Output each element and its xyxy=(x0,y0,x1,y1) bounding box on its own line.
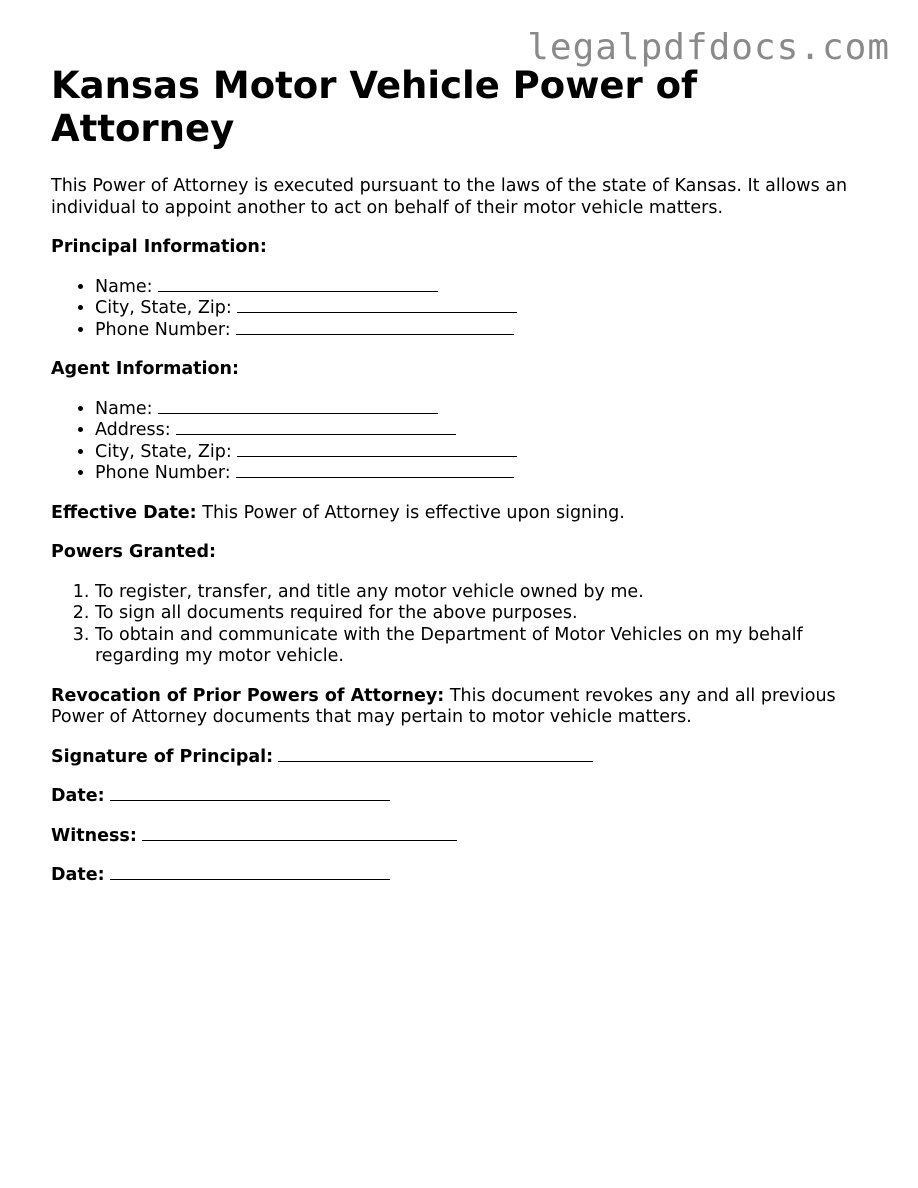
principal-phone-field[interactable] xyxy=(236,320,514,335)
agent-city-field[interactable] xyxy=(237,442,517,457)
power-item-3: 3. To obtain and communicate with the Department of Motor Vehicles on my behalf regarding my motor vehicle. xyxy=(95,625,881,668)
powers-heading: Powers Granted: xyxy=(51,542,217,562)
power-item-1: 1. To register, transfer, and title any motor vehicle owned by me. xyxy=(95,582,881,604)
principal-city-label: City, State, Zip: xyxy=(95,298,232,318)
witness-date-line xyxy=(51,865,881,887)
principal-signature-label: Signature of Principal: xyxy=(51,746,274,767)
agent-phone-field[interactable] xyxy=(236,463,514,478)
agent-address-label: Address: xyxy=(95,420,171,440)
agent-name-field[interactable] xyxy=(158,399,438,414)
revocation-label: Revocation of Prior Powers of Attorney: xyxy=(51,685,445,706)
principal-city-field[interactable] xyxy=(237,298,517,313)
witness-label: Witness: xyxy=(51,825,137,846)
agent-fields-list xyxy=(51,399,881,485)
document-page xyxy=(51,64,881,887)
principal-name-field[interactable] xyxy=(158,277,438,292)
agent-address-item xyxy=(95,420,881,442)
agent-name-label: Name: xyxy=(95,398,153,419)
effective-date-paragraph xyxy=(51,503,881,525)
intro-paragraph: This Power of Attorney is executed pursuant to the laws of the state of Kansas. It allows an individual to appoint another to act on behalf of their motor vehicle matters. xyxy=(51,176,848,218)
principal-phone-item xyxy=(95,320,881,342)
power-item-2: 2. To sign all documents required for the above purposes. xyxy=(95,603,881,625)
witness-date-label: Date: xyxy=(51,865,105,885)
principal-heading: Principal Information: xyxy=(51,237,267,257)
effective-date-label: Effective Date: xyxy=(51,502,197,523)
revocation-text: This document revokes any and all previous Power of Attorney documents that may pertain to motor vehicle matters. xyxy=(51,685,836,727)
revocation-paragraph xyxy=(51,686,881,729)
principal-phone-label: Phone Number: xyxy=(95,319,231,340)
principal-city-item xyxy=(95,298,881,320)
agent-city-label: City, State, Zip: xyxy=(95,441,232,462)
witness-date-field[interactable] xyxy=(110,865,390,880)
powers-list xyxy=(51,582,881,668)
principal-signature-field[interactable] xyxy=(278,747,593,762)
agent-name-item xyxy=(95,399,881,421)
agent-address-field[interactable] xyxy=(176,420,456,435)
principal-date-line xyxy=(51,786,881,808)
witness-field[interactable] xyxy=(142,826,457,841)
agent-heading: Agent Information: xyxy=(51,359,239,379)
agent-phone-label: Phone Number: xyxy=(95,463,231,483)
principal-name-label: Name: xyxy=(95,276,153,297)
watermark: legalpdfdocs.com xyxy=(527,27,890,68)
principal-fields-list xyxy=(51,277,881,342)
principal-date-field[interactable] xyxy=(110,786,390,801)
principal-date-label: Date: xyxy=(51,786,105,806)
agent-city-item xyxy=(95,442,881,464)
principal-signature-line xyxy=(51,747,881,769)
witness-line xyxy=(51,826,881,848)
document-title: Kansas Motor Vehicle Power of Attorney xyxy=(51,64,698,150)
agent-phone-item xyxy=(95,463,881,485)
principal-name-item xyxy=(95,277,881,299)
effective-date-text: This Power of Attorney is effective upon signing. xyxy=(202,502,625,523)
